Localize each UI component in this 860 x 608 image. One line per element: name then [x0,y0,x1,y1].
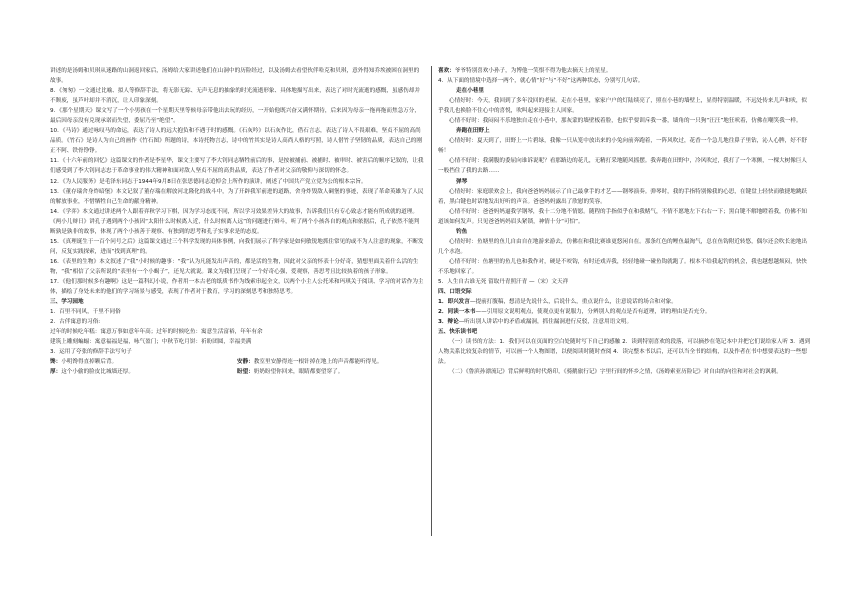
scene-field-bad: 心情不好时：我满腹的委屈向谁诉说呢？看那路边的花儿，无精打采地随风摇摆。我奔跑在田野中，冷风吹过，我打了一个寒颤，一棵大树像巨人一般挡住了我的去路…… [438,158,808,175]
hyperbole-sentence: 教室里安静得连一根针掉在地上的声音都能听得见。 [253,359,383,366]
scene-heading-piano: 弹琴 [456,178,468,185]
scene-alley-good: 心情好时：今天，我回到了多年没回的老屋。走在小巷里，家家户户的灯陆续亮了，照在小巷的墙壁上，显得特别温暖，不远处传来儿声和吠，似乎我儿也换脸不住心中的喜悦，吹叫起来迎接主人回家。 [438,98,808,115]
scene-heading-alley: 走在小巷里 [456,88,484,95]
summary-item-16: 16．《表里的生物》本文叙述了“我”小时候的趣事：“我”认为凡能发出声音的，都是活的生物，因此对父亲的怀表十分好奇，猜想里面关着什么活的生物，“我”相信了父亲所说的“表里有一个小蝎子”，还见大就说。课文为我们呈现了一个好奇心强，爱观察，善思考且比较执着的孩子形象。 [50,258,419,275]
hyperbole-word: 馋： [50,359,62,366]
summary-item-12: 12．《为人民服务》是毛泽东同志于1944年9月8日在张思德同志追悼会上所作的演讲，阐述了中国共产党立党为公的根本宗旨。 [50,178,367,185]
scene-piano-bad: 心情不好时：爸爸妈妈逼我学钢琴，我十二分地不情愿。随程的手指似乎在和我赌气，不情不愿地左下右右一下；黑白键不解地瞪着我，仿佛不知道该如何发声。只见爸爸妈妈眉头紧锁，神情十分“可怕”。 [438,208,808,225]
scene-fishing-bad: 心情不好时：鱼塘里的鱼儿也和我作对，硬是不咬钩，有时还戏弄我，轻轻地碰一碰鱼钩就跑了。根本不给我起钓的机会，我也越想越烦闷，快快不乐地回家了。 [438,258,808,275]
hyperbole-word: 安静： [237,359,254,366]
intro-paragraph: 讲述的是汤姆和贝琪从迷路的山洞返回家后，汤姆给大家讲述他们在山洞中的历险经过，以及汤姆去看望伙伴哈克和贝琪，意外得知乔埃被困在洞里的故事。 [50,68,420,85]
speaking-item-label: 1．即兴发言 [438,299,470,306]
s3-line-a: 过年的时候吃年糕：寓意万事如意年年高；过年的时候吃鱼：寓意生活富裕，年年有余 [50,329,263,336]
scene-piano-good: 心情好时：家庭联欢会上，我向爸爸妈妈展示了自己最拿手的才艺——钢琴演奏。弹琴时，我的手指特别像我的心思，在键盘上轻快而敏捷地跳跃着，黑白键也时话地发出好听的声音。爸爸妈妈露出了欣慰的笑容。 [438,188,808,205]
column-divider [431,66,432,536]
s3-line-b: 建筑上雕刻蝙蝠：寓意福福是福，咏气盈门；中秋节吃月饼：祈盼团圆，幸福美满 [50,339,252,346]
summary-item-17: 17．《他们那时候多有趣啊》这是一篇科幻小说，作者用一本古老的纸质书作为线索串起全文，以两个小主人公托米和玛琪关于阅读、学习的对话作为主体，描绘了身处未来的他们的学习场景与感受，表现了作者对于教育，学习的深刻思考和独特思考。 [50,278,424,296]
summary-item-10: 10．《马诗》通过咏叹马的命运，表达了诗人的远大抱负和不遇于时的感慨。《石灰吟》以石灰作比，借石言志，表达了诗人不畏艰难，坚贞不屈的高尚品质。《竹石》是诗人为自己的画作《竹石图》所题的诗，本诗托物言志，诗中的竹其实是诗人高尚人格的写照，诗人借竹子坚韧的品质，表达自己的刚正不阿、铁骨铮铮。 [50,128,422,155]
hyperbole-row-1 [50,357,424,367]
speaking-item-text: ——引用原文说明观点，使观点更有说服力，分辨别人的观点是否有道理，讲的理由是否充分。 [475,309,711,316]
item-4: 4．从下面的情境中选择一两个，就心情“好”与“不好”这两种状态，分别写几句话。 [438,78,644,85]
section-4-heading: 四、口语交际 [438,289,472,296]
hyperbole-sentence: 小明馋得直掉颗后背。 [61,359,118,366]
top-continuation [438,66,812,76]
s3-item-1: 1．百里不同风，千里不同俗 [50,309,121,316]
section-3-heading: 三、学习园地 [50,299,84,306]
summary-item-11: 11．《十六年前的回忆》这篇课文的作者是李星华，课文主要写了李大钊同志牺牲前后的事，是按被捕前、被捕时、被审时、被害后的顺序记叙的，让我们感受到了李大钊同志忠于革命事业的伟大精神和面对敌人坚贞不屈的高贵品质，表达了作者对父亲的敬仰与深切的怀念。 [50,158,424,175]
scene-heading-fishing: 钓鱼 [456,228,468,235]
section-5-heading: 五、快乐读书吧 [438,329,478,336]
top-label: 喜欢： [438,68,455,74]
summary-item-14: 14．《学弈》本文通过讲述两个人跟着弈秋学习下棋，因为学习态度不同，所以学习效果差异大的故事，告诉我们只有专心致志才能有所成就的道理。《两小儿辩日》讲孔子遇到两个小孩因“太阳什么时候离人近，什么时候离人远”的问题进行辩斗，听了两个小孩各自的观点和依据后，孔子依然不能判断孰是孰非的故事，体现了两个小孩善于观察、有独到的思考和孔子实事求是的态度。 [50,208,420,235]
summary-item-13: 13．《董存瑞舍身炸暗堡》本文记叙了董存瑞在解放河北隆化的战斗中，为了开辟我军前进的道路，舍身炸毁敌人碉堡的事迹，表现了革命英雄为了人民的解放事业，不惜牺牲自己生命的献身精神。 [50,188,424,205]
summary-item-9: 9．《那个星期天》课文写了一个小男孩在一个星期天里等候母亲带他出去玩的经历，一开始他既兴奋又满怀期待，后来因为母亲一拖再拖而焦急万分，最后因母亲没有兑现承诺而失望，委屈乃至“绝望”。 [50,108,420,125]
reading-books: （二）《鲁滨孙漂流记》背后鲜明的时代烙印，《骑鹅旅行记》字里行间的怀乡之情，《汤姆索亚历险记》对自由的向往和对社会的讽刺。 [449,369,782,376]
top-text: 爷爷特别喜欢小孙子，为博他一笑恨不得为他去摘天上的星星。 [454,68,612,74]
hyperbole-word: 盼望： [237,369,254,376]
speaking-item-label: 3．辩论 [438,319,459,326]
summary-item-15: 15．《真理诞生于一百个问号之后》这篇课文通过三个科学发现的具体事例，向我们展示了科学家是如何敏锐地抓住常见的或不为人注意的现象，不断发问，反复实践探索，进而“找到真理”的。 [50,238,424,255]
speaking-item-1 [438,297,812,307]
hyperbole-word: 厚： [50,369,62,376]
speaking-item-label: 2．同读一本书 [438,309,476,316]
s3-item-2: 2．古伴寓意的习俗: [50,319,101,326]
scene-fishing-good: 心情好时：鱼塘里的鱼儿自由自在地游来游去，仿佛在和我比赛谁更悠闲自在。那条红色的鲤鱼最淘气，总在鱼钩附近转悠，偶尔还会吹长池地出几个水泡。 [438,238,808,255]
hyperbole-cell [237,357,424,367]
summary-item-8: 8．《匆匆》一文通过比喻、拟人等修辞手法，将无影无踪、无声无息的抽象的时光流逝形象、具体地描写出来，表达了对时光流逝的感慨，虽感伤却并不颓废，虽芦叶却并不消沉，让人印象深刻。 [50,88,420,105]
speaking-item-text: —提前打腹稿，想清是先说什么，后说什么，重点说什么，注意说话的场合和对象。 [469,299,677,306]
hyperbole-row-2 [50,367,424,377]
speaking-item-text: —听出别人讲话中的矛盾或漏洞，抓住漏洞进行反驳，注意用语文明。 [458,319,633,326]
right-column [438,66,812,377]
hyperbole-cell [237,367,424,377]
hyperbole-cell [50,357,237,367]
scene-alley-bad: 心情不好时：我闷闷不乐地独自走在小巷中，那灰蒙的墙壁板着脸，也似乎要训斥我一番，墙角的一只狗“汪汪”地狂吠着，仿佛在嘲笑我一样。 [449,118,802,125]
left-column [50,66,424,377]
speaking-item-3 [438,317,812,327]
hyperbole-sentence: 这个小偷的脸皮比城墙还厚。 [61,369,134,376]
scene-heading-field: 奔跑在田野上 [456,128,490,135]
s3-item-3: 3．运用了夸张的修辞手法写句子 [50,349,132,356]
hyperbole-sentence: 奶奶盼望你回来，眼睛都要望穿了。 [253,369,344,376]
scene-field-good: 心情好时：夏天到了，田野上一片碧绿，我像一只从笼中放出来的小兔向前奔跑着，一阵风吹过，花香一个急儿地往鼻子里钻，沁人心脾，好不舒畅！ [438,138,808,155]
speaking-item-2 [438,307,812,317]
item-5-quote: 5．人生自古谁无死 留取丹青照汗青 —（宋）文天祥 [438,278,569,285]
hyperbole-cell [50,367,237,377]
reading-methods: （一）读书的方法：1．我们可以在页面的空白处随时写下自己的感触 2．读到特别喜欢的段落，可以摘抄在笔记本中并把它们说给家人听 3．遇到人物关系比较复杂的情节，可以画一个人物图谱，以便阅读时随时查阅 4．读完整本书以后，还可以当全书的结构，以及作者在书中想要表达的一些想法。 [438,339,811,366]
